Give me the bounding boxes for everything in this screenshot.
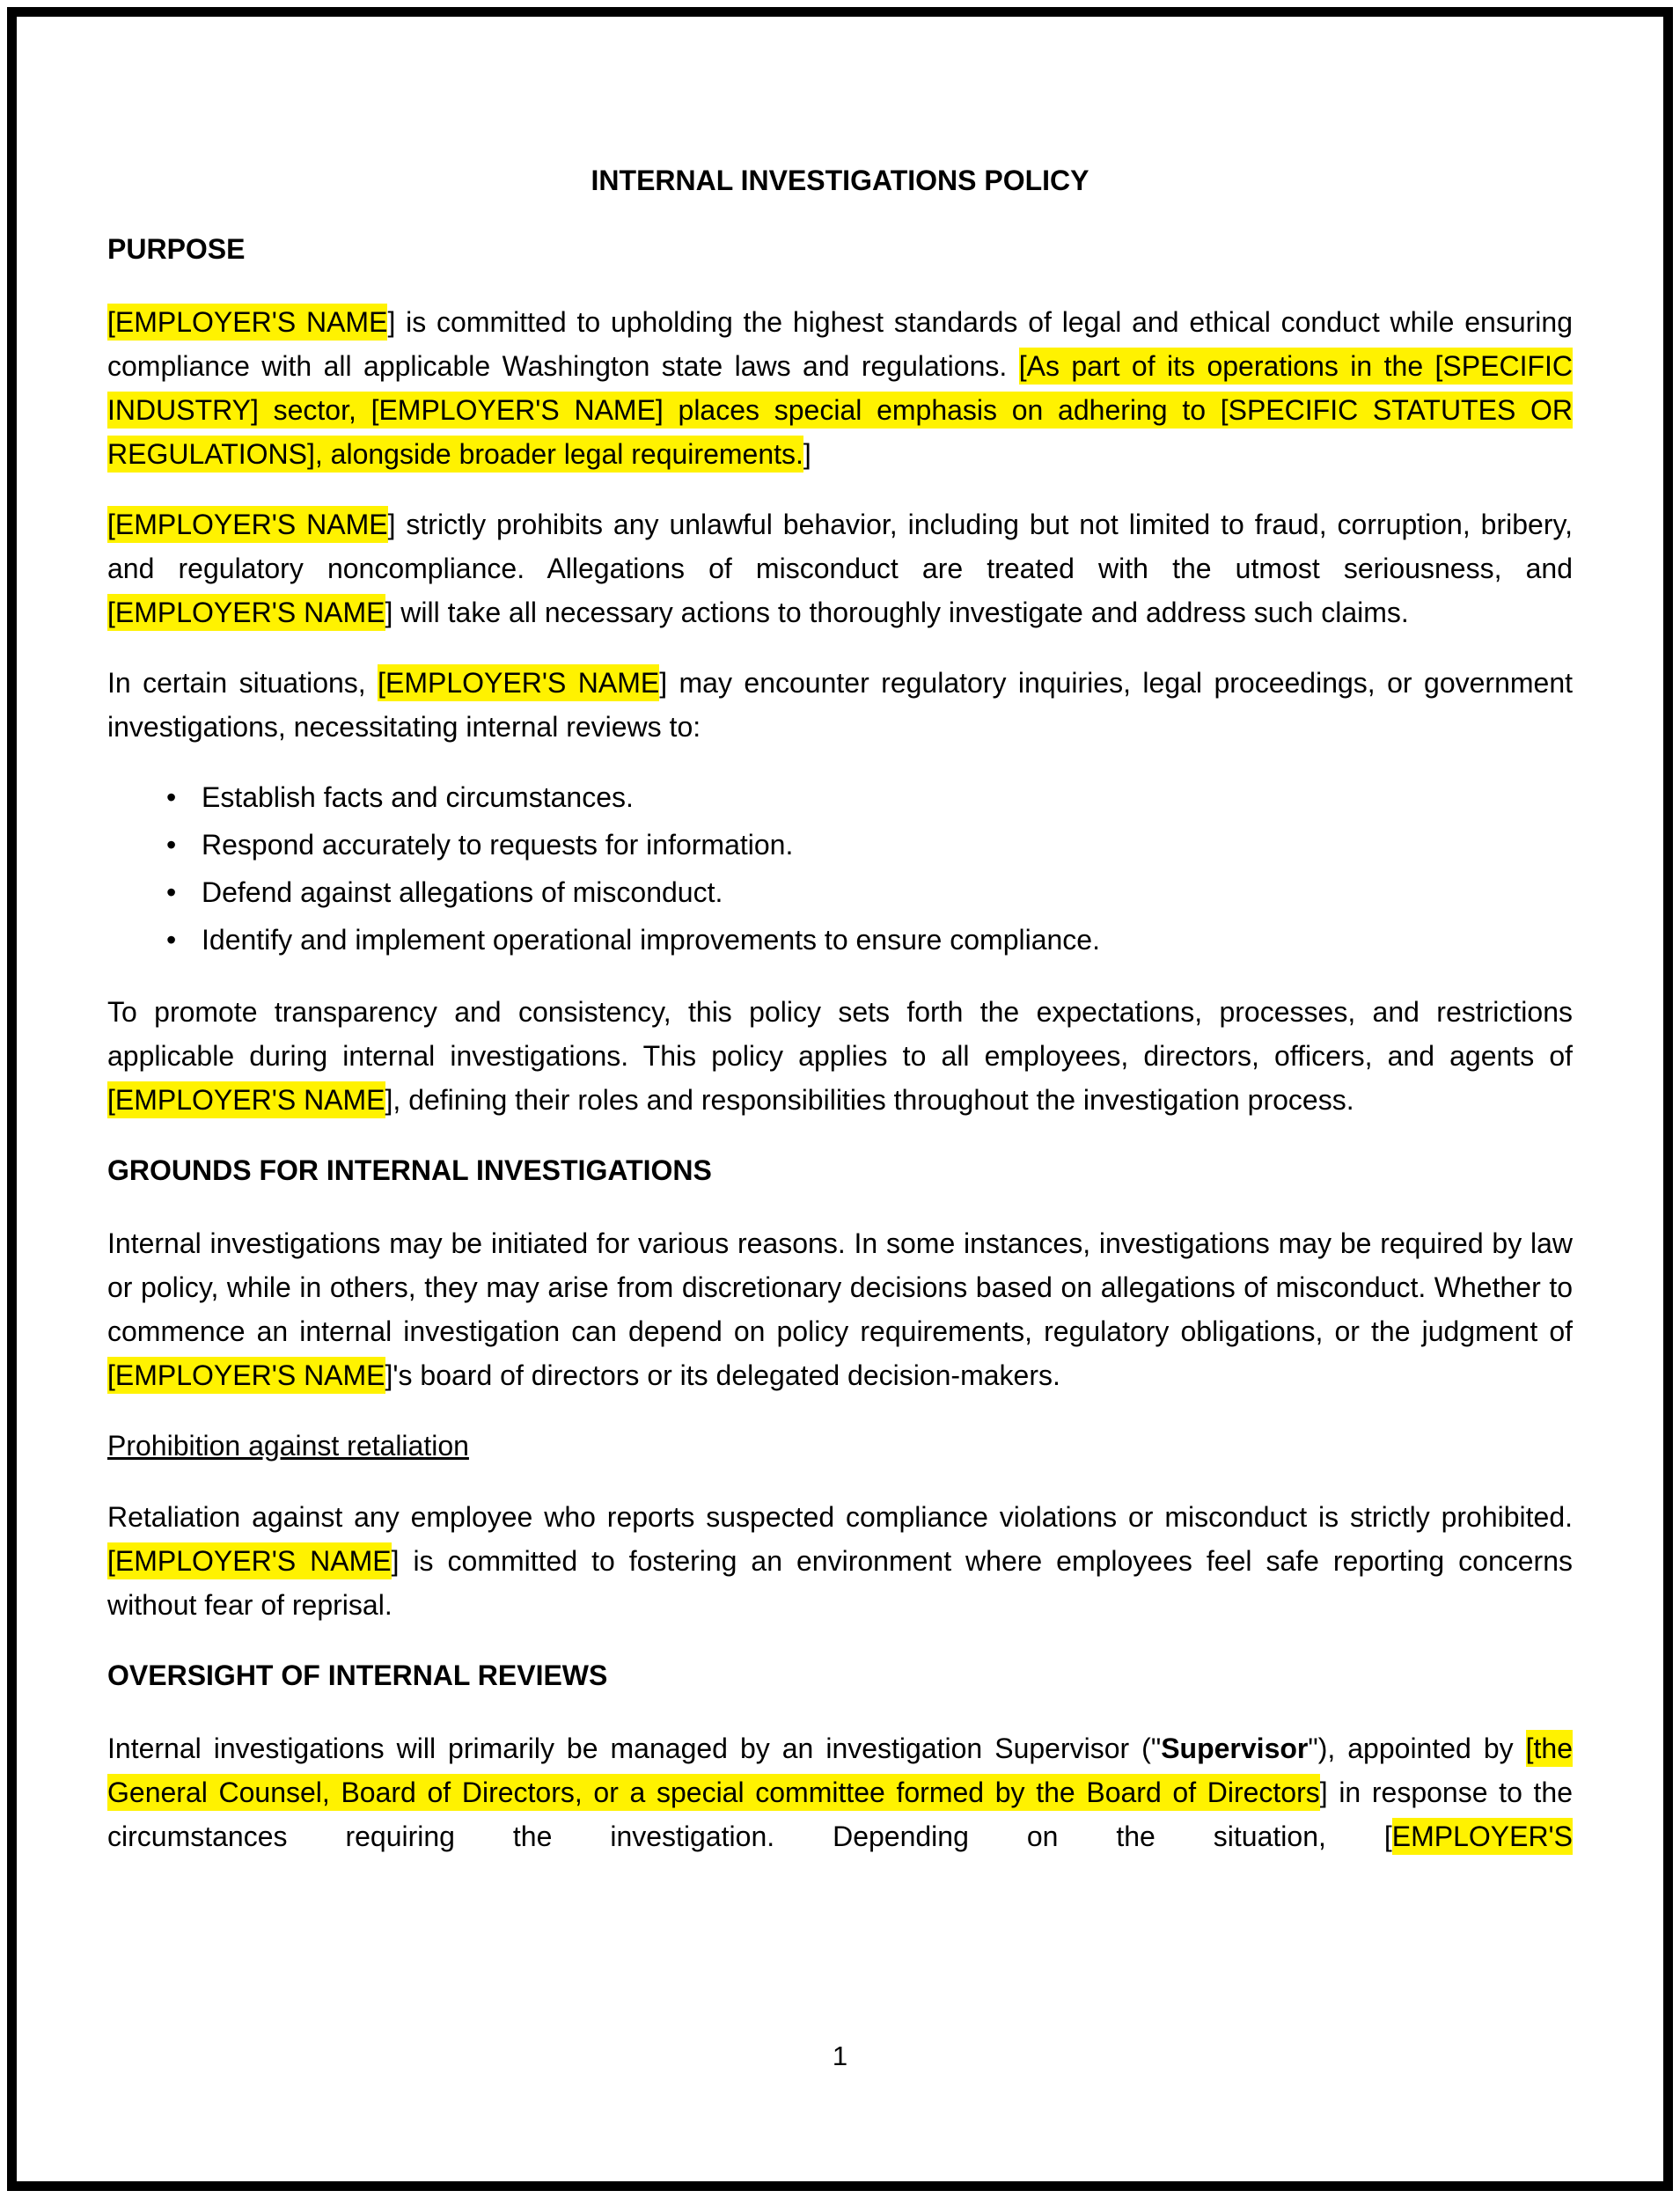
placeholder-highlight: [EMPLOYER'S NAME: [107, 506, 388, 543]
grounds-paragraph-1: [107, 1221, 1573, 1397]
purpose-paragraph-4: [107, 990, 1573, 1122]
bullet-item: • Defend against allegations of misconduct.: [166, 870, 1573, 914]
text-run: ], defining their roles and responsibilities throughout the investigation process.: [385, 1084, 1354, 1116]
bullet-item: • Identify and implement operational improvements to ensure compliance.: [166, 918, 1573, 962]
placeholder-highlight: [EMPLOYER'S NAME: [107, 304, 387, 341]
text-run: ] is committed to fostering an environment where employees feel safe reporting concerns without fear of reprisal.: [107, 1545, 1574, 1621]
internal-review-purposes-list: [107, 775, 1573, 962]
text-run: Prohibition against retaliation: [107, 1430, 469, 1462]
text-run: "), appointed by: [1308, 1733, 1526, 1764]
retaliation-paragraph-1: [107, 1495, 1573, 1627]
placeholder-highlight: [EMPLOYER'S NAME: [107, 1357, 385, 1394]
purpose-paragraph-2: [107, 502, 1573, 634]
text-run: ]'s board of directors or its delegated decision-makers.: [385, 1359, 1060, 1391]
document-title: INTERNAL INVESTIGATIONS POLICY: [591, 165, 1089, 196]
text-run: ] will take all necessary actions to thoroughly investigate and address such claims.: [385, 597, 1409, 628]
page-number: 1: [832, 2040, 848, 2071]
text-run: To promote transparency and consistency, this policy sets forth the expectations, processes, and restrictions applicable during internal investigations. This policy applies to all employees, directors, officers, and agents of: [107, 996, 1573, 1072]
text-run: GROUNDS FOR INTERNAL INVESTIGATIONS: [107, 1154, 712, 1186]
text-run: Internal investigations will primarily be managed by an investigation Supervisor (": [107, 1733, 1162, 1764]
placeholder-highlight: EMPLOYER'S: [1392, 1818, 1573, 1855]
text-run: ] in response to the circumstances requiring the investigation. Depending on the situation, [: [107, 1777, 1574, 1852]
purpose-paragraph-1: [107, 300, 1573, 476]
text-run: ] may encounter regulatory inquiries, legal proceedings, or government investigations, necessitating internal reviews to:: [107, 667, 1573, 743]
placeholder-highlight: [EMPLOYER'S NAME: [378, 664, 659, 701]
placeholder-highlight: [EMPLOYER'S NAME: [107, 594, 385, 631]
oversight-heading: [107, 1653, 1573, 1697]
purpose-heading: [107, 227, 1573, 271]
text-run: ]: [803, 438, 811, 470]
purpose-paragraph-3: [107, 661, 1573, 749]
placeholder-highlight: [the General Counsel, Board of Directors, or a special committee formed by the Board of Directors: [107, 1730, 1573, 1811]
bullet-item: • Respond accurately to requests for information.: [166, 823, 1573, 867]
placeholder-highlight: [EMPLOYER'S NAME: [107, 1081, 385, 1118]
document-content: [107, 227, 1573, 1858]
retaliation-subheading: [107, 1424, 1573, 1468]
text-run: OVERSIGHT OF INTERNAL REVIEWS: [107, 1659, 608, 1691]
text-run: ] is committed to upholding the highest standards of legal and ethical conduct while ensuring compliance with all applicable Washington state laws and regulations.: [107, 306, 1574, 382]
oversight-paragraph-1: [107, 1726, 1573, 1858]
grounds-heading: [107, 1148, 1573, 1192]
document-body: [107, 0, 1573, 1885]
bullet-item: • Establish facts and circumstances.: [166, 775, 1573, 819]
text-run: ] strictly prohibits any unlawful behavior, including but not limited to fraud, corruption, bribery, and regulatory noncompliance. Allegations of misconduct are treated with the utmost seriousness, and: [107, 509, 1574, 584]
text-run: Internal investigations may be initiated for various reasons. In some instances, investigations may be required by law or policy, while in others, they may arise from discretionary decisions based on allegations of misconduct. Whether to commence an internal investigation can depend on policy requirements, regulatory obligations, or the judgment of: [107, 1227, 1573, 1347]
text-run: Retaliation against any employee who reports suspected compliance violations or misconduct is strictly prohibited.: [107, 1501, 1573, 1533]
text-run: Supervisor: [1161, 1733, 1309, 1764]
placeholder-highlight: [EMPLOYER'S NAME: [107, 1542, 392, 1579]
text-run: PURPOSE: [107, 233, 246, 265]
placeholder-highlight: [As part of its operations in the [SPECIFIC INDUSTRY] sector, [EMPLOYER'S NAME] places special emphasis on adhering to [SPECIFIC STATUTES OR REGULATIONS], alongside broader legal requirements.: [107, 348, 1573, 473]
text-run: In certain situations,: [107, 667, 378, 699]
